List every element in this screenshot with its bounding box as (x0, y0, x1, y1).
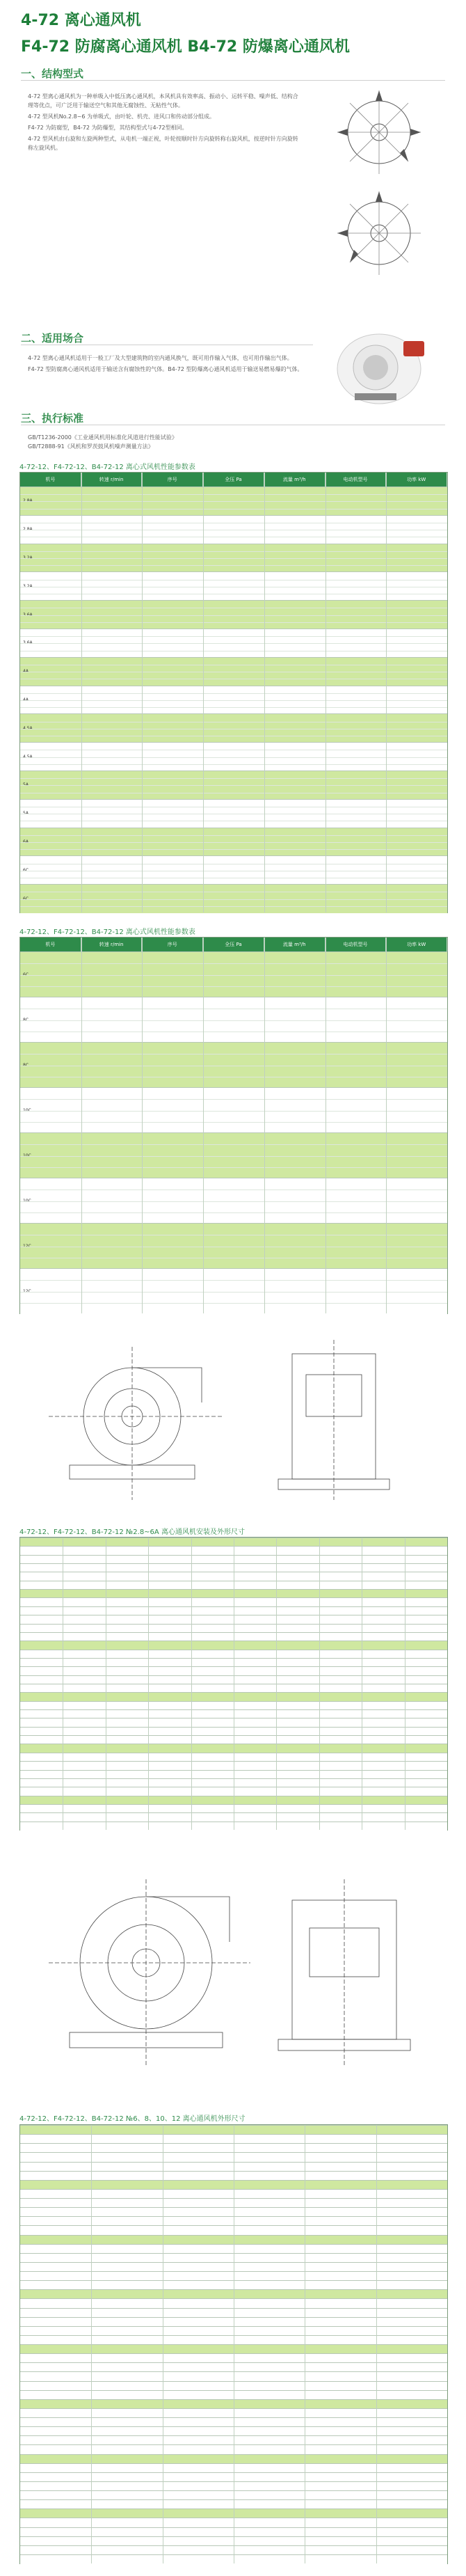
table-row-group (20, 571, 447, 601)
table-row-group (20, 1042, 447, 1088)
row-divider (20, 707, 447, 708)
page-title: 4-72 离心通风机 (21, 12, 141, 29)
table-row-group (20, 1132, 447, 1178)
row-divider (20, 693, 447, 694)
column-header: 电动机型号 (326, 938, 387, 951)
row-divider (20, 1020, 447, 1021)
table-row-group (20, 1178, 447, 1224)
paragraph: 4-72 型风机由右旋和左旋两种型式，从电机一端正视，叶轮按顺时针方向旋转称右旋风机，按逆时针方向旋转称左旋风机。 (28, 136, 298, 151)
row-divider (20, 565, 447, 566)
table-caption: 4-72-12、F4-72-12、B4-72-12 离心式风机性能参数表 (19, 464, 195, 471)
performance-table-1 (19, 472, 448, 913)
table-row-group (20, 1087, 447, 1133)
installation-drawing-2 (28, 1858, 438, 2088)
table-row-group (20, 828, 447, 857)
table-row-group (20, 771, 447, 800)
section-heading-usage: 二、适用场合 (21, 332, 84, 345)
section-text (28, 433, 417, 451)
fan-product-image (327, 327, 431, 411)
column-header: 序号 (142, 938, 203, 951)
column-header: 序号 (142, 473, 203, 487)
row-divider (20, 764, 447, 765)
row-divider (20, 986, 447, 987)
table-caption: 4-72-12、F4-72-12、B4-72-12 离心式风机性能参数表 (19, 929, 195, 936)
table-row-group (20, 742, 447, 771)
row-divider (20, 1144, 447, 1145)
drawing-caption: 4-72-12、F4-72-12、B4-72-12 №6、8、10、12 离心通风机外形尺寸 (19, 2115, 246, 2123)
column-header: 功率 kW (386, 938, 447, 951)
row-divider (20, 622, 447, 623)
table-row-group (20, 713, 447, 743)
table-row-group (20, 600, 447, 629)
row-divider (20, 1303, 447, 1304)
table-row-group (20, 855, 447, 885)
column-header: 全压 Pa (203, 938, 264, 951)
row-divider (20, 551, 447, 552)
table-row-group (20, 515, 447, 544)
column-divider (319, 1538, 320, 1830)
divider (21, 80, 445, 81)
row-divider (20, 778, 447, 779)
row-divider (20, 785, 447, 786)
column-divider (264, 938, 265, 1313)
row-divider (20, 636, 447, 637)
column-header: 流量 m³/h (264, 938, 326, 951)
dimension-table-1 (19, 1537, 448, 1831)
row-divider (20, 494, 447, 495)
column-divider (264, 473, 265, 912)
row-divider (20, 1212, 447, 1213)
column-header: 电动机型号 (326, 473, 387, 487)
row-divider (20, 1167, 447, 1168)
drawing-caption: 4-72-12、F4-72-12、B4-72-12 №2.8~6A 离心通风机安装及外形尺寸 (19, 1528, 245, 1536)
column-divider (91, 2125, 92, 2563)
paragraph: GB/T1236-2000《工业通风机用标准化风道进行性能试验》 (28, 434, 177, 441)
row-divider (20, 757, 447, 758)
column-header: 全压 Pa (203, 473, 264, 487)
row-divider (20, 558, 447, 559)
row-divider (20, 1201, 447, 1202)
row-divider (20, 1122, 447, 1123)
performance-table-2 (19, 937, 448, 1314)
table-row-group (20, 951, 447, 997)
column-divider (148, 1538, 149, 1830)
table-row-group (20, 997, 447, 1043)
table-row-group (20, 657, 447, 686)
paragraph: F4-72 为防腐型，B4-72 为防爆型，其结构型式与4-72型相同。 (28, 125, 188, 131)
column-header: 机号 (20, 473, 81, 487)
dimension-table-2 (19, 2124, 448, 2564)
paragraph: 4-72 型离心通风机为一种单吸入中低压离心通风机，本风机具有效率高、振动小、运转平稳、噪声低、结构合理等优点，可广泛用于输送空气和其他无腐蚀性、无粘性气体。 (28, 93, 298, 109)
row-divider (20, 963, 447, 964)
section-text (28, 354, 306, 374)
table-row-group (20, 799, 447, 828)
section-text (28, 92, 299, 152)
column-divider (203, 938, 204, 1313)
table-header (20, 473, 447, 487)
table-row-group (20, 487, 447, 516)
column-divider (386, 938, 387, 1313)
column-divider (276, 1538, 277, 1830)
row-divider (20, 899, 447, 900)
installation-drawing-1 (28, 1326, 438, 1514)
row-divider (20, 501, 447, 502)
page-subtitle: F4-72 防腐离心通风机 B4-72 防爆离心通风机 (21, 38, 350, 56)
table-header (20, 938, 447, 951)
table-row-group (20, 1268, 447, 1314)
paragraph: F4-72 型防腐离心通风机适用于输送含有腐蚀性的气体。B4-72 型防爆离心通风机适用于输送易燃易爆的气体。 (28, 366, 303, 372)
column-divider (191, 1538, 192, 1830)
column-header: 流量 m³/h (264, 473, 326, 487)
row-divider (20, 975, 447, 976)
row-divider (20, 1292, 447, 1293)
column-header: 机号 (20, 938, 81, 951)
column-divider (142, 938, 143, 1313)
column-divider (386, 473, 387, 912)
column-divider (376, 2125, 377, 2563)
table-row-group (20, 544, 447, 573)
row-divider (20, 1156, 447, 1157)
rotation-diagram (327, 84, 431, 292)
table-row-group (20, 884, 447, 913)
row-divider (20, 1111, 447, 1112)
row-divider (20, 835, 447, 836)
table-row-group (20, 686, 447, 715)
row-divider (20, 1099, 447, 1100)
column-divider (203, 473, 204, 912)
column-divider (81, 938, 82, 1313)
column-divider (142, 473, 143, 912)
column-divider (81, 473, 82, 912)
column-header: 转速 r/min (81, 473, 143, 487)
row-divider (20, 643, 447, 644)
table-row-group (20, 1223, 447, 1269)
row-divider (20, 906, 447, 907)
row-divider (20, 849, 447, 850)
row-divider (20, 1280, 447, 1281)
row-divider (20, 700, 447, 701)
paragraph: 4-72 型风机No.2.8~6 为单吸式，由叶轮、机壳、进风口和传动部分组成。 (28, 113, 216, 120)
paragraph: 4-72 型离心通风机适用于一般工厂及大型建筑物的室内通风换气，既可用作输入气体，也可用作输出气体。 (28, 355, 293, 361)
section-heading-structure: 一、结构型式 (21, 68, 84, 80)
column-header: 功率 kW (386, 473, 447, 487)
column-header: 转速 r/min (81, 938, 143, 951)
row-divider (20, 842, 447, 843)
row-divider (20, 615, 447, 616)
section-heading-standard: 三、执行标准 (21, 412, 84, 425)
paragraph: GB/T2888-91《风机和罗茨鼓风机噪声测量方法》 (28, 443, 154, 450)
table-row-group (20, 629, 447, 658)
